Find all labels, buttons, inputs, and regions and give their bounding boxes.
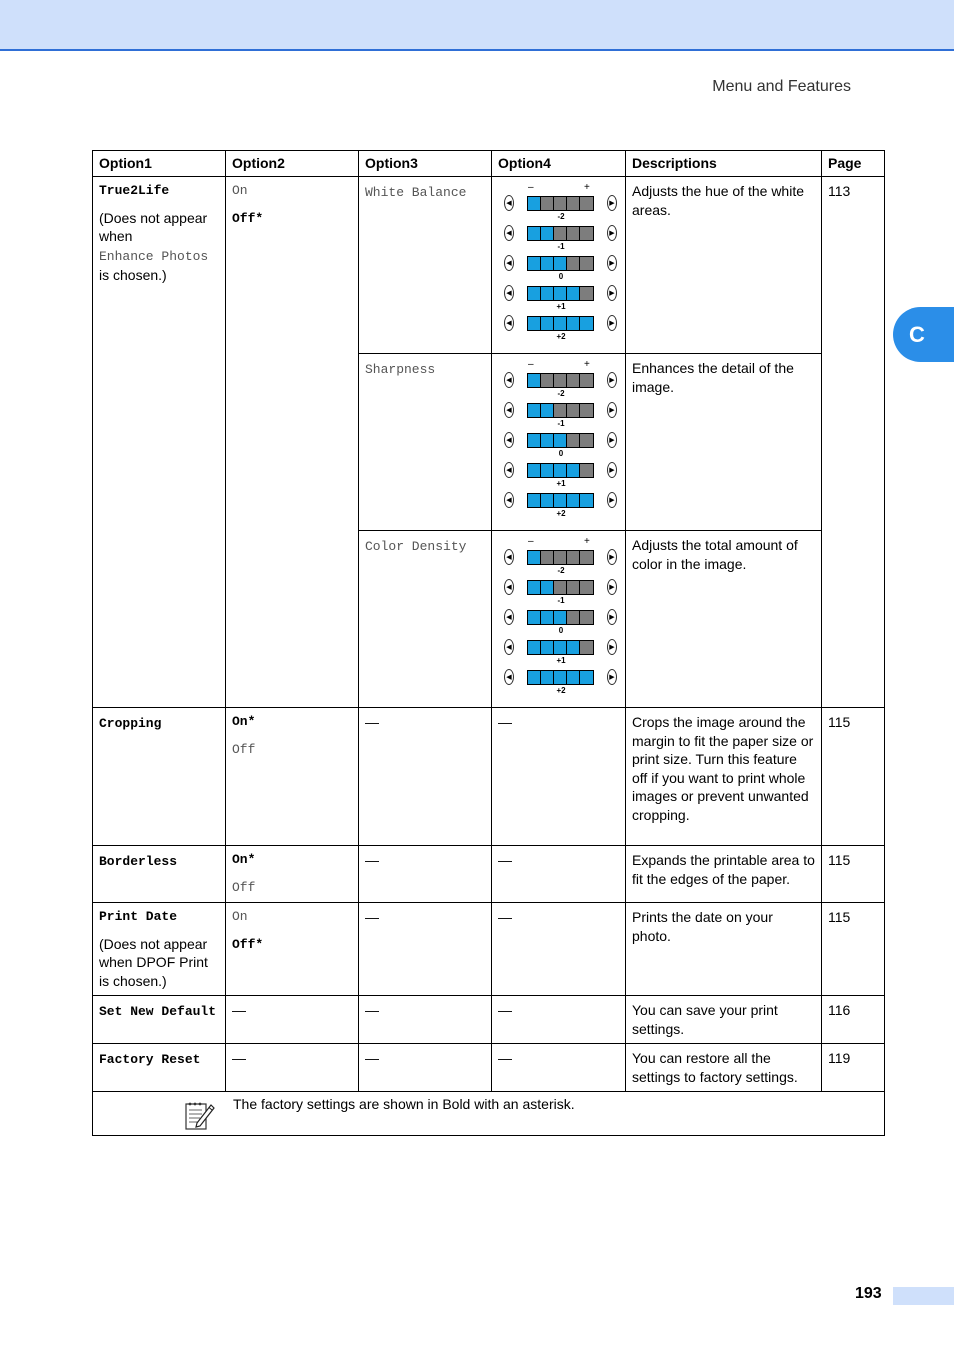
option2-cell [226, 708, 359, 846]
level-scale [492, 531, 625, 698]
option1-cell: Factory Reset [93, 1044, 226, 1092]
option3-cell: Sharpness [359, 354, 492, 531]
option-note: (Does not appear when DPOF Print is chosen.) [99, 935, 208, 989]
option3-cell: — [359, 903, 492, 996]
table-row [93, 708, 885, 846]
level-label: 0 [558, 626, 564, 635]
note-row [93, 1092, 885, 1136]
column-header: Option3 [359, 151, 492, 177]
option-name: Print Date [99, 909, 178, 924]
level-segment [528, 494, 541, 507]
level-segment [567, 257, 580, 270]
description-cell: Adjusts the total amount of color in the image. [626, 531, 822, 708]
level-bar [527, 403, 594, 418]
level-segment [567, 641, 580, 654]
column-header: Option4 [492, 151, 626, 177]
level-bar [527, 610, 594, 625]
scale-minus: – [528, 182, 534, 193]
top-header-band [0, 0, 954, 51]
left-arrow-icon: ◀ [504, 669, 514, 685]
level-segment [528, 611, 541, 624]
option4-cell: — [492, 846, 626, 903]
level-segment [580, 404, 593, 417]
level-segment [528, 257, 541, 270]
level-segment [541, 611, 554, 624]
option-value-default: Off* [232, 210, 264, 226]
level-segment [541, 551, 554, 564]
level-segment [528, 317, 541, 330]
scale-minus-plus [504, 183, 594, 194]
table-row [93, 903, 885, 996]
level-label: -2 [557, 212, 565, 221]
level-bar [527, 226, 594, 241]
level-scale [492, 354, 625, 521]
option1-cell [93, 903, 226, 996]
left-arrow-icon: ◀ [504, 225, 514, 241]
level-label: +2 [556, 332, 566, 341]
scale-level-row [504, 401, 625, 419]
level-segment [567, 287, 580, 300]
page-cell: 113 [822, 177, 885, 708]
level-segment [567, 611, 580, 624]
right-arrow-icon: ▶ [607, 609, 617, 625]
left-arrow-icon: ◀ [504, 315, 514, 331]
option-value-default: On* [232, 852, 256, 867]
left-arrow-icon: ◀ [504, 285, 514, 301]
right-arrow-icon: ▶ [607, 285, 617, 301]
right-arrow-icon: ▶ [607, 669, 617, 685]
left-arrow-icon: ◀ [504, 195, 514, 211]
level-segment [567, 551, 580, 564]
right-arrow-icon: ▶ [607, 432, 617, 448]
right-arrow-icon: ▶ [607, 255, 617, 271]
level-segment [528, 641, 541, 654]
page-number: 193 [855, 1285, 882, 1302]
option-note: (Does not appear when Enhance Photos is chosen.) [99, 209, 209, 283]
option-value: Off [232, 741, 256, 757]
level-segment [528, 227, 541, 240]
option1-cell: Cropping [93, 708, 226, 846]
column-header: Descriptions [626, 151, 822, 177]
scale-level-row [504, 314, 625, 332]
level-bar [527, 580, 594, 595]
scale-level-row [504, 254, 625, 272]
level-segment [554, 671, 567, 684]
level-segment [580, 434, 593, 447]
right-arrow-icon: ▶ [607, 579, 617, 595]
level-segment [567, 464, 580, 477]
left-arrow-icon: ◀ [504, 372, 514, 388]
level-segment [541, 317, 554, 330]
level-segment [528, 464, 541, 477]
left-arrow-icon: ◀ [504, 639, 514, 655]
note-cell [93, 1092, 885, 1136]
scale-level-row [504, 284, 625, 302]
option-value: On [232, 183, 248, 198]
level-bar [527, 670, 594, 685]
right-arrow-icon: ▶ [607, 315, 617, 331]
left-arrow-icon: ◀ [504, 549, 514, 565]
level-segment [541, 434, 554, 447]
scale-level-row [504, 638, 625, 656]
running-title: Menu and Features [712, 78, 851, 95]
level-segment [528, 434, 541, 447]
option1-cell: Set New Default [93, 996, 226, 1044]
level-segment [580, 641, 593, 654]
page-cell: 115 [822, 846, 885, 903]
level-label: -1 [557, 596, 565, 605]
level-segment [580, 464, 593, 477]
option-value-default: On* [232, 714, 256, 729]
option2-cell [226, 903, 359, 996]
level-segment [541, 227, 554, 240]
scale-level-row [504, 194, 625, 212]
level-segment [567, 227, 580, 240]
level-segment [554, 434, 567, 447]
option2-cell [226, 846, 359, 903]
level-segment [580, 257, 593, 270]
level-segment [554, 464, 567, 477]
option3-cell: — [359, 996, 492, 1044]
table-row [93, 846, 885, 903]
level-bar [527, 550, 594, 565]
chapter-side-tab: C [893, 307, 954, 362]
level-bar [527, 373, 594, 388]
level-segment [541, 257, 554, 270]
scale-level-row [504, 371, 625, 389]
option-value: On [232, 909, 248, 924]
column-header: Page [822, 151, 885, 177]
option2-cell [226, 177, 359, 708]
level-segment [541, 404, 554, 417]
table-row [93, 1044, 885, 1092]
level-segment [580, 374, 593, 387]
option4-cell: — [492, 708, 626, 846]
level-segment [528, 287, 541, 300]
settings-table [92, 150, 885, 1136]
description-cell: You can save your print settings. [626, 996, 822, 1044]
level-segment [580, 671, 593, 684]
table-row [93, 996, 885, 1044]
right-arrow-icon: ▶ [607, 372, 617, 388]
option3-cell: — [359, 708, 492, 846]
column-header: Option1 [93, 151, 226, 177]
scale-minus-plus [504, 537, 594, 548]
description-cell: You can restore all the settings to factory settings. [626, 1044, 822, 1092]
level-segment [554, 257, 567, 270]
option-value: Off [232, 879, 256, 895]
level-segment [554, 641, 567, 654]
scale-minus: – [528, 536, 534, 547]
table-row [93, 177, 885, 354]
level-segment [554, 197, 567, 210]
level-bar [527, 463, 594, 478]
level-segment [554, 317, 567, 330]
level-segment [580, 227, 593, 240]
scale-plus: + [584, 536, 590, 547]
page-cell: 115 [822, 903, 885, 996]
level-segment [541, 374, 554, 387]
level-segment [567, 404, 580, 417]
level-bar [527, 316, 594, 331]
scale-level-row [504, 578, 625, 596]
level-segment [567, 197, 580, 210]
option3-cell: — [359, 846, 492, 903]
level-segment [541, 197, 554, 210]
scale-level-row [504, 491, 625, 509]
page-cell: 119 [822, 1044, 885, 1092]
option4-cell [492, 177, 626, 354]
scale-level-row [504, 431, 625, 449]
option4-cell [492, 531, 626, 708]
level-segment [541, 464, 554, 477]
option3-cell: White Balance [359, 177, 492, 354]
option2-cell: — [226, 1044, 359, 1092]
level-segment [554, 611, 567, 624]
scale-level-row [504, 224, 625, 242]
level-segment [567, 494, 580, 507]
level-label: +2 [556, 509, 566, 518]
level-bar [527, 286, 594, 301]
scale-minus: – [528, 359, 534, 370]
level-segment [554, 404, 567, 417]
level-segment [580, 197, 593, 210]
level-segment [554, 227, 567, 240]
description-cell: Adjusts the hue of the white areas. [626, 177, 822, 354]
level-segment [541, 581, 554, 594]
right-arrow-icon: ▶ [607, 195, 617, 211]
option2-cell: — [226, 996, 359, 1044]
level-label: 0 [558, 449, 564, 458]
scale-level-row [504, 548, 625, 566]
level-bar [527, 433, 594, 448]
option3-cell: — [359, 1044, 492, 1092]
scale-level-row [504, 668, 625, 686]
level-label: +1 [556, 479, 566, 488]
scale-level-row [504, 461, 625, 479]
left-arrow-icon: ◀ [504, 402, 514, 418]
level-label: -1 [557, 419, 565, 428]
level-segment [541, 287, 554, 300]
option-value-default: Off* [232, 936, 264, 952]
level-segment [567, 434, 580, 447]
column-header: Option2 [226, 151, 359, 177]
level-segment [567, 374, 580, 387]
page-cell: 116 [822, 996, 885, 1044]
level-bar [527, 493, 594, 508]
page-cell: 115 [822, 708, 885, 846]
level-bar [527, 196, 594, 211]
right-arrow-icon: ▶ [607, 492, 617, 508]
option1-cell [93, 177, 226, 708]
level-label: -2 [557, 566, 565, 575]
level-segment [554, 374, 567, 387]
level-segment [567, 671, 580, 684]
level-segment [528, 374, 541, 387]
right-arrow-icon: ▶ [607, 549, 617, 565]
scale-minus-plus [504, 360, 594, 371]
level-segment [580, 611, 593, 624]
left-arrow-icon: ◀ [504, 432, 514, 448]
left-arrow-icon: ◀ [504, 492, 514, 508]
description-cell: Expands the printable area to fit the edges of the paper. [626, 846, 822, 903]
level-scale [492, 177, 625, 344]
level-segment [528, 581, 541, 594]
level-segment [528, 671, 541, 684]
description-cell: Crops the image around the margin to fit the paper size or print size. Turn this feature off if you want to print whole images or prevent unwanted cropping. [626, 708, 822, 846]
level-label: +1 [556, 302, 566, 311]
footer-band [893, 1287, 954, 1305]
level-segment [554, 581, 567, 594]
right-arrow-icon: ▶ [607, 402, 617, 418]
level-segment [554, 287, 567, 300]
level-segment [554, 551, 567, 564]
level-label: -2 [557, 389, 565, 398]
left-arrow-icon: ◀ [504, 462, 514, 478]
option4-cell [492, 354, 626, 531]
level-segment [567, 317, 580, 330]
scale-plus: + [584, 182, 590, 193]
left-arrow-icon: ◀ [504, 579, 514, 595]
level-segment [580, 287, 593, 300]
level-segment [580, 317, 593, 330]
level-bar [527, 256, 594, 271]
level-segment [580, 581, 593, 594]
level-segment [580, 551, 593, 564]
level-label: +2 [556, 686, 566, 695]
level-label: 0 [558, 272, 564, 281]
option4-cell: — [492, 996, 626, 1044]
description-cell: Enhances the detail of the image. [626, 354, 822, 531]
level-segment [541, 494, 554, 507]
description-cell: Prints the date on your photo. [626, 903, 822, 996]
right-arrow-icon: ▶ [607, 462, 617, 478]
left-arrow-icon: ◀ [504, 255, 514, 271]
right-arrow-icon: ▶ [607, 225, 617, 241]
left-arrow-icon: ◀ [504, 609, 514, 625]
right-arrow-icon: ▶ [607, 639, 617, 655]
note-pencil-icon [183, 1099, 215, 1131]
scale-level-row [504, 608, 625, 626]
option4-cell: — [492, 903, 626, 996]
option1-cell: Borderless [93, 846, 226, 903]
level-label: +1 [556, 656, 566, 665]
note-text: The factory settings are shown in Bold with an asterisk. [233, 1096, 575, 1112]
level-segment [528, 404, 541, 417]
level-bar [527, 640, 594, 655]
level-segment [541, 671, 554, 684]
level-segment [567, 581, 580, 594]
table-header-row [93, 151, 885, 177]
level-segment [541, 641, 554, 654]
option3-cell: Color Density [359, 531, 492, 708]
level-label: -1 [557, 242, 565, 251]
option4-cell: — [492, 1044, 626, 1092]
level-segment [554, 494, 567, 507]
option-name: True2Life [99, 183, 170, 198]
scale-plus: + [584, 359, 590, 370]
level-segment [528, 197, 541, 210]
level-segment [528, 551, 541, 564]
level-segment [580, 494, 593, 507]
